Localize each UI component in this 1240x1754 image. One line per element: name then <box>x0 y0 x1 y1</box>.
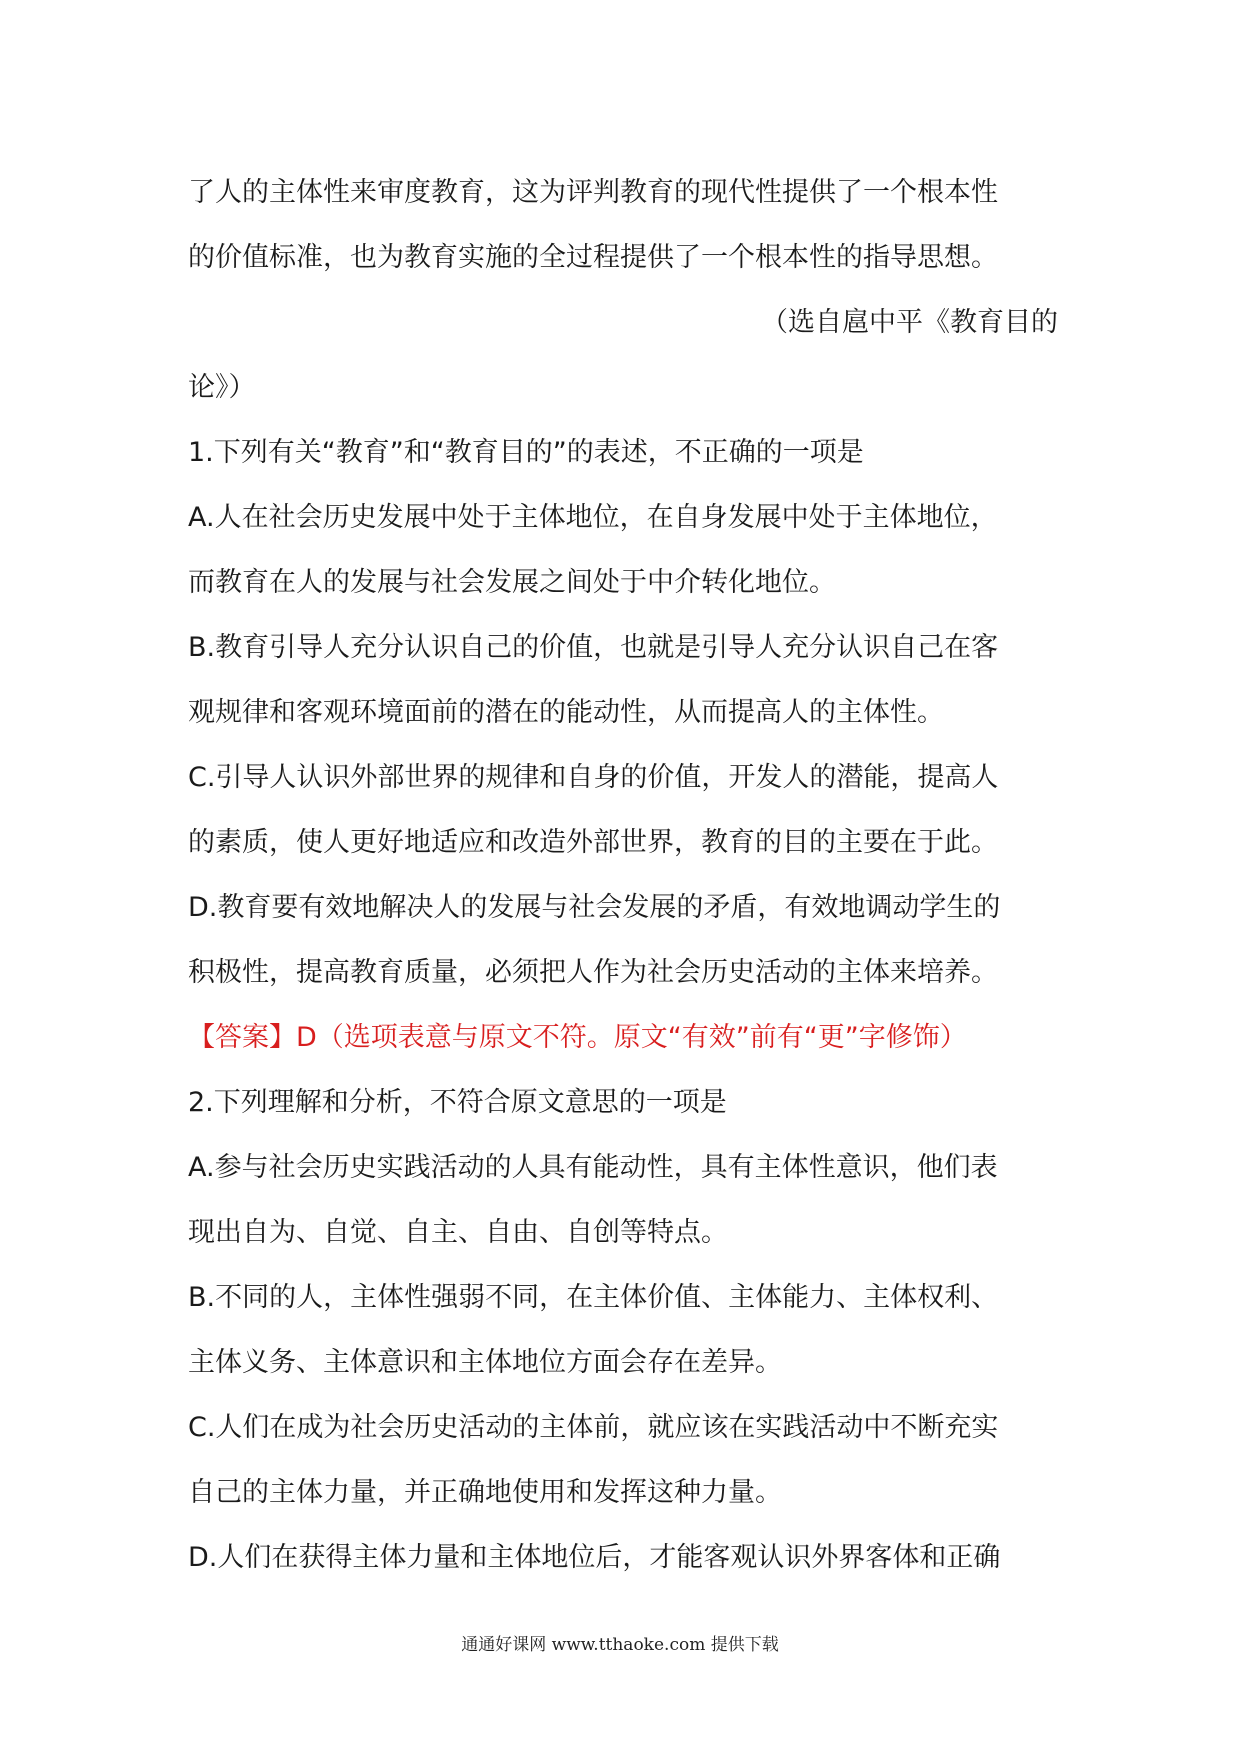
question-2-option-a-continued: 现出自为、自觉、自主、自由、自创等特点。 <box>188 1217 728 1248</box>
question-2-option-b: B.不同的人，主体性强弱不同，在主体价值、主体能力、主体权利、 <box>188 1282 999 1313</box>
question-2-option-b-continued: 主体义务、主体意识和主体地位方面会存在差异。 <box>188 1347 782 1378</box>
question-1-option-a: A.人在社会历史发展中处于主体地位，在自身发展中处于主体地位， <box>188 502 998 533</box>
question-1-option-a-continued: 而教育在人的发展与社会发展之间处于中介转化地位。 <box>188 567 836 598</box>
question-1-stem: 1.下列有关“教育”和“教育目的”的表述，不正确的一项是 <box>188 437 864 468</box>
question-1-option-b: B.教育引导人充分认识自己的价值，也就是引导人充分认识自己在客 <box>188 632 999 663</box>
question-1-option-d-continued: 积极性，提高教育质量，必须把人作为社会历史活动的主体来培养。 <box>188 957 998 988</box>
question-2-option-a: A.参与社会历史实践活动的人具有能动性，具有主体性意识，他们表 <box>188 1152 998 1183</box>
question-2-stem: 2.下列理解和分析，不符合原文意思的一项是 <box>188 1087 727 1118</box>
question-1-option-c: C.引导人认识外部世界的规律和自身的价值，开发人的潜能，提高人 <box>188 762 999 793</box>
question-1-option-d: D.教育要有效地解决人的发展与社会发展的矛盾，有效地调动学生的 <box>188 892 1001 923</box>
question-2-option-c-continued: 自己的主体力量，并正确地使用和发挥这种力量。 <box>188 1477 782 1508</box>
page-footer: 通通好课网 www.tthaoke.com 提供下载 <box>461 1635 779 1655</box>
source-citation-continued: 论》） <box>188 372 256 403</box>
passage-line: 了人的主体性来审度教育，这为评判教育的现代性提供了一个根本性 <box>188 177 998 208</box>
source-citation: （选自扈中平《教育目的 <box>761 307 1058 338</box>
question-1-option-b-continued: 观规律和客观环境面前的潜在的能动性，从而提高人的主体性。 <box>188 697 944 728</box>
question-2-option-d: D.人们在获得主体力量和主体地位后，才能客观认识外界客体和正确 <box>188 1542 1001 1573</box>
passage-line: 的价值标准，也为教育实施的全过程提供了一个根本性的指导思想。 <box>188 242 998 273</box>
question-1-answer: 【答案】D（选项表意与原文不符。原文“有效”前有“更”字修饰） <box>188 1022 967 1053</box>
question-2-option-c: C.人们在成为社会历史活动的主体前，就应该在实践活动中不断充实 <box>188 1412 999 1443</box>
question-1-option-c-continued: 的素质，使人更好地适应和改造外部世界，教育的目的主要在于此。 <box>188 827 998 858</box>
document-body <box>188 160 1058 1590</box>
